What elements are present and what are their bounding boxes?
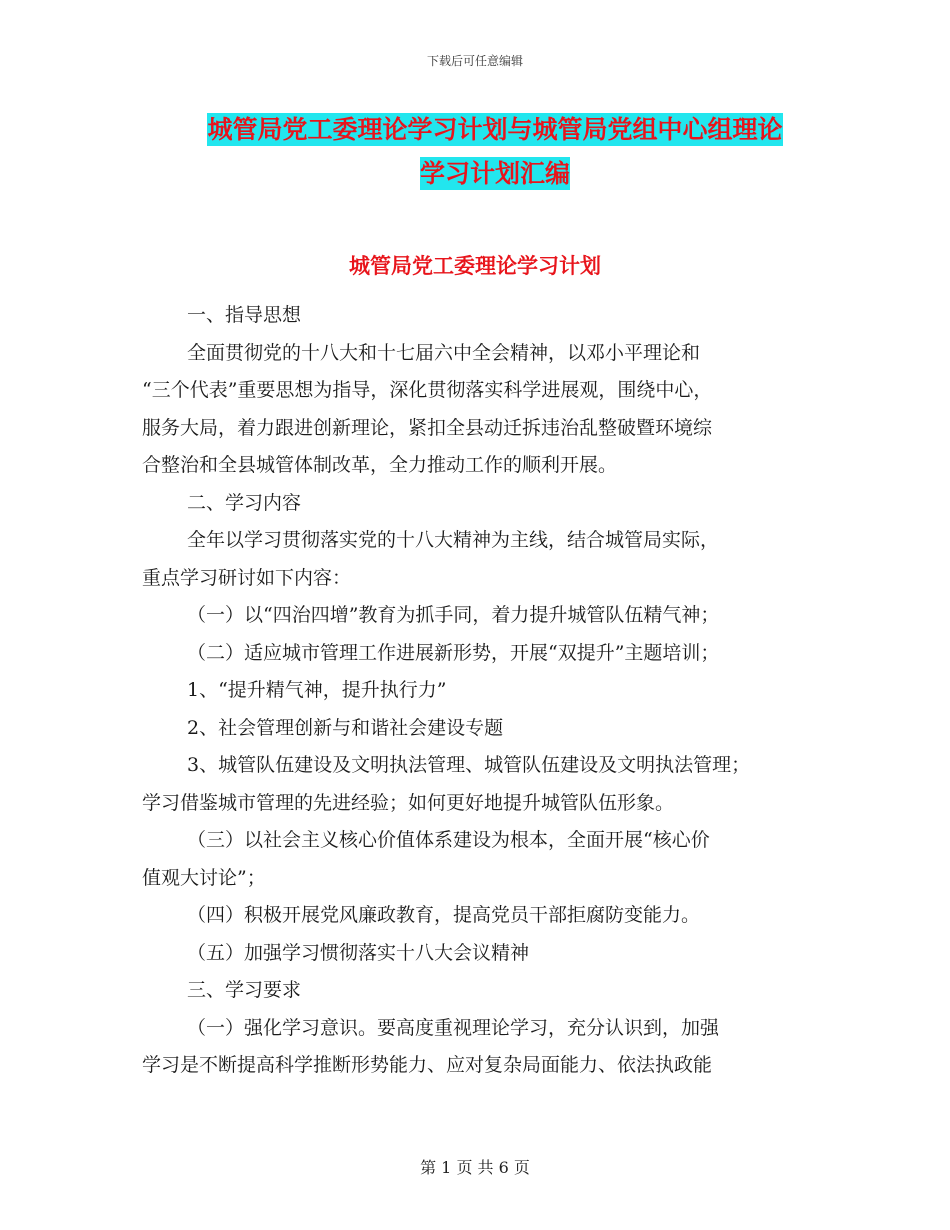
section-title: 城管局党工委理论学习计划: [349, 254, 601, 278]
list-item: 2、社会管理创新与和谐社会建设专题: [187, 716, 504, 739]
paragraph-line: 服务大局，着力跟进创新理论，紧扣全县动迁拆违治乱整破暨环境综: [142, 416, 713, 439]
list-item: 3、城管队伍建设及文明执法管理、城管队伍建设及文明执法管理；: [187, 754, 751, 776]
paragraph-line: 合整治和全县城管体制改革，全力推动工作的顺利开展。: [142, 454, 618, 476]
paragraph-line: “三个代表”重要思想为指导，深化贯彻落实科学进展观，围绕中心，: [142, 379, 713, 401]
list-item: （四）积极开展党风廉政教育，提高党员干部拒腐防变能力。: [187, 904, 701, 926]
paragraph-line: 全面贯彻党的十八大和十七届六中全会精神，以邓小平理论和: [187, 341, 701, 364]
heading-guiding-ideology: 一、指导思想: [187, 304, 302, 326]
paragraph-line: 学习借鉴城市管理的先进经验；如何更好地提升城管队伍形象。: [142, 791, 675, 814]
paragraph-line: 全年以学习贯彻落实党的十八大精神为主线，结合城管局实际，: [187, 529, 720, 551]
paragraph-line: 学习是不断提高科学推断形势能力、应对复杂局面能力、依法执政能: [142, 1054, 713, 1076]
heading-study-requirements: 三、学习要求: [187, 979, 302, 1001]
list-item: 1、“提升精气神，提升执行力”: [187, 679, 447, 701]
list-item: （一）以“四治四增”教育为抓手同，着力提升城管队伍精气神；: [187, 604, 720, 626]
list-item: （三）以社会主义核心价值体系建设为根本，全面开展“核心价: [187, 829, 710, 851]
heading-study-content: 二、学习内容: [187, 491, 302, 514]
document-title-line-2: 学习计划汇编: [419, 159, 570, 188]
list-item: （一）强化学习意识。要高度重视理论学习，充分认识到，加强: [187, 1016, 720, 1039]
header-note: 下载后可任意编辑: [426, 54, 523, 68]
list-item: （五）加强学习惯彻落实十八大会议精神: [187, 941, 530, 964]
paragraph-line: 值观大讨论”；: [142, 866, 266, 889]
page-number: 第 1 页 共 6 页: [420, 1158, 530, 1177]
list-item: （二）适应城市管理工作进展新形势，开展“双提升”主题培训；: [187, 641, 720, 664]
paragraph-line: 重点学习研讨如下内容：: [142, 566, 352, 589]
document-body: [142, 297, 812, 1085]
document-title: [150, 108, 840, 196]
document-title-line-1: 城管局党工委理论学习计划与城管局党组中心组理论: [207, 115, 783, 144]
